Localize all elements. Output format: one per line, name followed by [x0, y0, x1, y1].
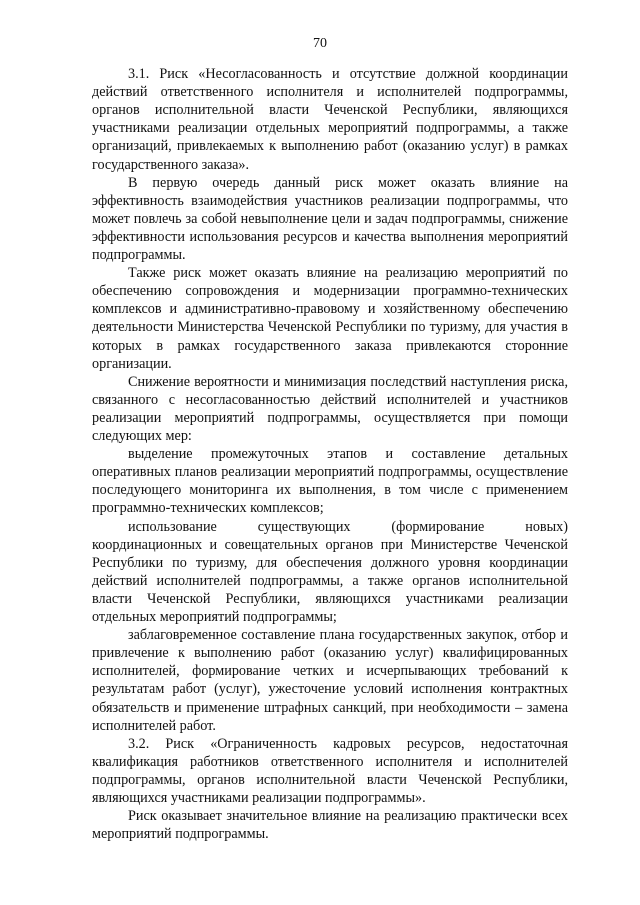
- text-line: которых в рамках государственного заказа привлекаются сторонние: [92, 337, 568, 354]
- text-line: участниками реализации отдельных мероприятий подпрограммы, а также: [92, 120, 568, 137]
- text-line: деятельности Министерства Чеченской Республики по туризму, для участия в: [92, 319, 568, 336]
- text-line: может повлечь за собой невыполнение цели и задач подпрограммы, снижение: [92, 210, 568, 227]
- text-line: обеспечению сопровождения и модернизации программно-технических: [92, 283, 568, 300]
- text-line: программно-технических комплексов;: [92, 500, 324, 517]
- text-line: исполнителей работ.: [92, 717, 216, 734]
- page-number: 70: [313, 36, 327, 51]
- text-line: Республики по туризму, для обеспечения должного уровня координации: [92, 554, 568, 571]
- text-line: исполнителей, формирование четких и исчерпывающих требований к: [92, 663, 568, 680]
- text-line: Также риск может оказать влияние на реализацию мероприятий по: [128, 265, 568, 282]
- text-line: Снижение вероятности и минимизация последствий наступления риска,: [128, 373, 568, 390]
- text-line: государственного заказа».: [92, 156, 250, 173]
- text-line: выделение промежуточных этапов и составление детальных: [128, 446, 568, 463]
- text-line: координационных и совещательных органов при Министерстве Чеченской: [92, 536, 568, 553]
- text-line: эффективности использования ресурсов и качества выполнения мероприятий: [92, 228, 568, 245]
- text-line: привлечение к выполнению работ (оказанию услуг) квалифицированных: [92, 645, 568, 662]
- text-line: обязательств и применение штрафных санкций, при необходимости – замена: [92, 699, 568, 716]
- text-line: Риск оказывает значительное влияние на реализацию практически всех: [128, 808, 568, 825]
- text-line: организаций, привлекаемых к выполнению работ (оказанию услуг) в рамках: [92, 138, 568, 155]
- text-line: связанного с несогласованностью действий исполнителей и участников: [92, 391, 568, 408]
- text-line: комплексов и административно-правовому и хозяйственному обеспечению: [92, 301, 568, 318]
- text-line: эффективность взаимодействия участников реализации подпрограммы, что: [92, 192, 568, 209]
- text-line: являющихся участниками реализации подпрограммы».: [92, 790, 426, 806]
- text-line: заблаговременное составление плана государственных закупок, отбор и: [128, 627, 568, 644]
- text-line: последующего мониторинга их выполнения, в том числе с применением: [92, 482, 568, 499]
- text-line: подпрограммы.: [92, 247, 186, 263]
- text-line: В первую очередь данный риск может оказать влияние на: [128, 174, 568, 191]
- text-line: действий исполнителей подпрограммы, а также органов исполнительной: [92, 572, 568, 589]
- text-line: власти Чеченской Республики, являющихся участниками реализации: [92, 590, 568, 607]
- text-line: органов исполнительной власти Чеченской Республики, являющихся: [92, 102, 568, 119]
- text-line: организации.: [92, 355, 172, 372]
- text-line: действий ответственного исполнителя и исполнителей подпрограммы,: [92, 84, 568, 101]
- text-line: подпрограммы, органов исполнительной власти Чеченской Республики,: [92, 771, 568, 788]
- text-line: мероприятий подпрограммы.: [92, 826, 269, 843]
- text-line: отдельных мероприятий подпрограммы;: [92, 609, 337, 625]
- text-line: использование существующих (формирование новых): [128, 518, 568, 535]
- text-line: 3.1. Риск «Несогласованность и отсутствие должной координации: [128, 66, 568, 82]
- text-line: следующих мер:: [92, 428, 192, 444]
- text-line: оперативных планов реализации мероприятий подпрограммы, осуществление: [92, 464, 568, 481]
- text-line: квалификация работников ответственного исполнителя и исполнителей: [92, 753, 568, 770]
- text-line: реализации мероприятий подпрограммы, осуществляется при помощи: [92, 409, 568, 426]
- text-line: результатам работ (услуг), ужесточение условий исполнения контрактных: [92, 681, 568, 698]
- text-line: 3.2. Риск «Ограниченность кадровых ресурсов, недостаточная: [128, 735, 568, 752]
